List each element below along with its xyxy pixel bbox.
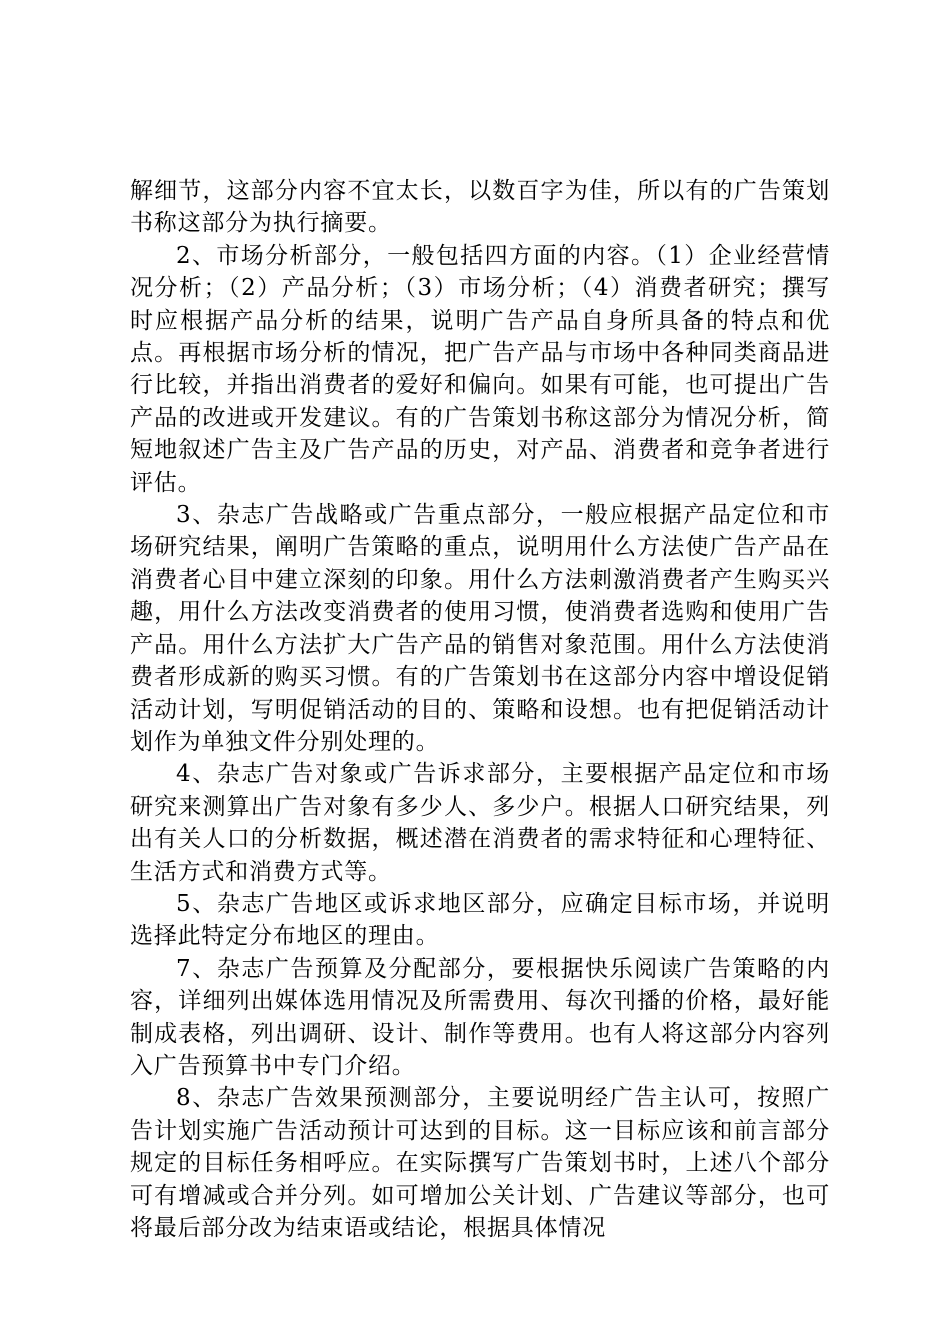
paragraph-effect-forecast: 8、杂志广告效果预测部分，主要说明经广告主认可，按照广告计划实施广告活动预计可达到的目标。这一目标应该和前言部分规定的目标任务相呼应。在实际撰写广告策划书时，上述八个部分可有增减或合并分列。如可增加公关计划、广告建议等部分，也可将最后部分改为结束语或结论，根据具体情况 — [130, 1085, 830, 1241]
paragraph-advertising-region: 5、杂志广告地区或诉求地区部分，应确定目标市场，并说明选择此特定分布地区的理由。 — [130, 890, 830, 950]
paragraph-advertising-target: 4、杂志广告对象或广告诉求部分，主要根据产品定位和市场研究来测算出广告对象有多少人、多少户。根据人口研究结果，列出有关人口的分析数据，概述潜在消费者的需求特征和心理特征、生活方式和消费方式等。 — [130, 761, 830, 885]
paragraph-budget-allocation: 7、杂志广告预算及分配部分，要根据快乐阅读广告策略的内容，详细列出媒体选用情况及所需费用、每次刊播的价格，最好能制成表格，列出调研、设计、制作等费用。也有人将这部分内容列入广告预算书中专门介绍。 — [130, 955, 830, 1079]
document-body — [130, 175, 830, 1244]
paragraph-market-analysis: 2、市场分析部分，一般包括四方面的内容。（1）企业经营情况分析；（2）产品分析；（3）市场分析；（4）消费者研究；撰写时应根据产品分析的结果，说明广告产品自身所具备的特点和优点。再根据市场分析的情况，把广告产品与市场中各种同类商品进行比较，并指出消费者的爱好和偏向。如果有可能，也可提出广告产品的改进或开发建议。有的广告策划书称这部分为情况分析，简短地叙述广告主及广告产品的历史，对产品、消费者和竞争者进行评估。 — [130, 242, 830, 496]
paragraph-continuation: 解细节，这部分内容不宜太长，以数百字为佳，所以有的广告策划书称这部分为执行摘要。 — [130, 178, 830, 237]
paragraph-advertising-strategy: 3、杂志广告战略或广告重点部分，一般应根据产品定位和市场研究结果，阐明广告策略的重点，说明用什么方法使广告产品在消费者心目中建立深刻的印象。用什么方法刺激消费者产生购买兴趣，用什么方法改变消费者的使用习惯，使消费者选购和使用广告产品。用什么方法扩大广告产品的销售对象范围。用什么方法使消费者形成新的购买习惯。有的广告策划书在这部分内容中增设促销活动计划，写明促销活动的目的、策略和设想。也有把促销活动计划作为单独文件分别处理的。 — [130, 502, 830, 755]
